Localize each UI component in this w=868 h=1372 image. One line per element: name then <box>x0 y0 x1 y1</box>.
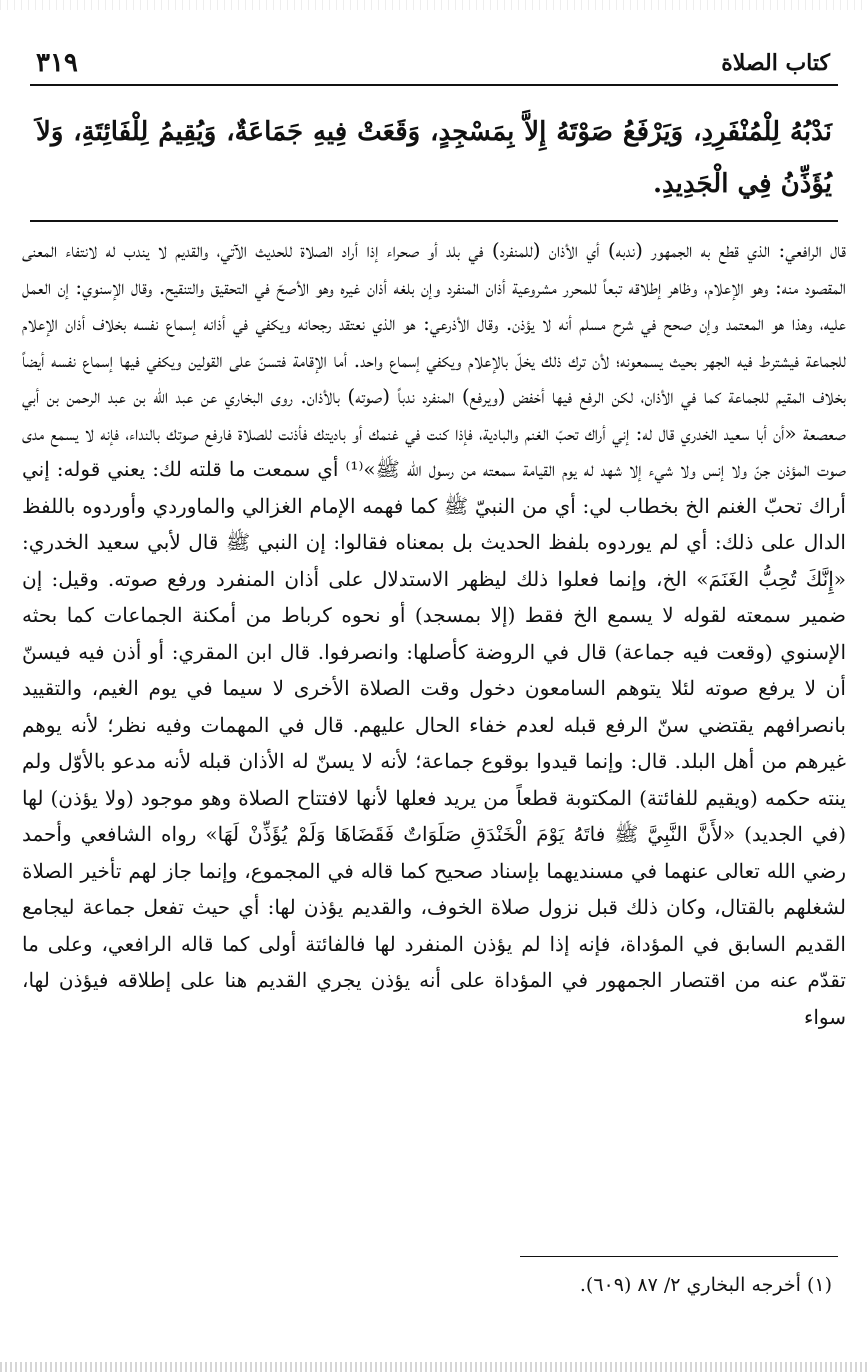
footnote-rule <box>520 1256 838 1257</box>
commentary-body <box>22 232 846 1035</box>
scan-noise-bottom <box>0 1362 868 1372</box>
commentary-paragraph: قال الرافعي: الذي قطع به الجمهور (ندبه) أي الأذان (للمنفرد) في بلد أو صحراء إذا أراد الصلاة للحديث الآتي، والقديم لا يندب له لانتفاء المعنى المقصود منه: وهو الإعلام، وظاهر إطلاقه تبعاً للمحرر مشروعية أذان المنفرد وإن بلغه أذان غيره وهو الأصحّ في التحقيق والتنقيح. وقال الإسنوي: إن العمل عليه، وهذا هو المعتمد وإن صحح في شرح مسلم أنه لا يؤذن. وقال الأذرعي: هو الذي نعتقد رجحانه ويكفي في أذانه إسماع نفسه بخلاف أذان الإعلام للجماعة فيشترط فيه الجهر بحيث يسمعونه؛ لأن ترك ذلك يخلّ بالإعلام ويكفي إسماع واحد. أما الإقامة فتسنّ على القولين ويكفي فيها إسماع نفسه أيضاً بخلاف المقيم للجماعة كما في الأذان، لكن الرفع فيها أخفض (ويرفع) المنفرد ندباً (صوته) بالأذان. روى البخاري عن عبد الله بن عبد الرحمن بن أبي صعصعة «أن أبا سعيد الخدري قال له: إني أراك تحبّ الغنم والبادية، فإذا كنت في غنمك أو باديتك فأذنت للصلاة فارفع صوتك بالنداء، فإنه لا يسمع مدى صوت المؤذن جنّ ولا إنس ولا شيء إلا شهد له يوم القيامة سمعته من رسول الله ﷺ»⁽¹⁾ أي سمعت ما قلته لك: يعني قوله: إني أراك تحبّ الغنم الخ بخطاب لي: أي من النبيّ ﷺ كما فهمه الإمام الغزالي والماوردي وأوردوه باللفظ الدال على ذلك: أي لم يوردوه بلفظ الحديث بل بمعناه فقالوا: إن النبي ﷺ قال لأبي سعيد الخدري: «إِنَّكَ تُحِبُّ الغَنَمَ» الخ، وإنما فعلوا ذلك ليظهر الاستدلال على أذان المنفرد ورفع صوته. وقيل: إن ضمير سمعته لقوله لا يسمع الخ فقط (إلا بمسجد) أو نحوه كرباط من أمكنة الجماعات كما بحثه الإسنوي (وقعت فيه جماعة) قال في الروضة كأصلها: وانصرفوا. قال ابن المقري: أو أذن فيه فيسنّ أن لا يرفع صوته لئلا يتوهم السامعون دخول وقت الصلاة الأخرى لا سيما في يوم الغيم، والتقييد بانصرافهم يقتضي سنّ الرفع قبله لعدم خفاء الحال عليهم. قال في المهمات وفيه نظر؛ لأنه يوهم غيرهم من أهل البلد. قال: وإنما قيدوا بوقوع جماعة؛ لأنه لا يسنّ له الأذان قبله لأنه مدعو بالأوّل ولم ينته حكمه (ويقيم للفائتة) المكتوبة قطعاً من يريد فعلها لأنها لافتتاح الصلاة وهو موجود (ولا يؤذن) لها (في الجديد) «لأَنَّ النَّبِيَّ ﷺ فاتَهُ يَوْمَ الْخَنْدَقِ صَلَوَاتٌ فَقَضَاهَا وَلَمْ يُؤَذِّنْ لَهَا» رواه الشافعي وأحمد رضي الله تعالى عنهما في مسنديهما بإسناد صحيح كما قاله في المجموع، وإنما جاز لهم تأخير الصلاة لشغلهم بالقتال، وكان ذلك قبل نزول صلاة الخوف، والقديم يؤذن لها: أي حيث تفعل جماعة ليجامع القديم السابق في المؤداة، فإنه إذا لم يؤذن المنفرد لها فالفائتة أولى كما قاله الرافعي، وعلى ما تقدّم عنه من اقتصار الجمهور في المؤداة على أنه يؤذن يجري القديم هنا على إطلاقه فيؤذن لها، سواء <box>22 238 847 1029</box>
matn-text: نَدْبُهُ لِلْمُنْفَرِدِ، وَيَرْفَعُ صَوْتَهُ إِلاَّ بِمَسْجِدٍ، وَقَعَتْ فِيهِ جَمَاعَةٌ، وَيُقِيمُ لِلْفَائِتَةِ، وَلاَ يُؤَذِّنُ فِي الْجَدِيدِ. <box>36 117 832 199</box>
scan-noise-top <box>0 0 868 10</box>
page-header <box>30 46 838 82</box>
matn-divider <box>30 220 838 222</box>
running-head: كتاب الصلاة <box>721 50 830 76</box>
page-number: ٣١٩ <box>36 48 78 78</box>
footnote: (١) أخرجه البخاري ٢/ ٨٧ (٦٠٩). <box>579 1274 832 1296</box>
header-rule <box>30 84 838 86</box>
